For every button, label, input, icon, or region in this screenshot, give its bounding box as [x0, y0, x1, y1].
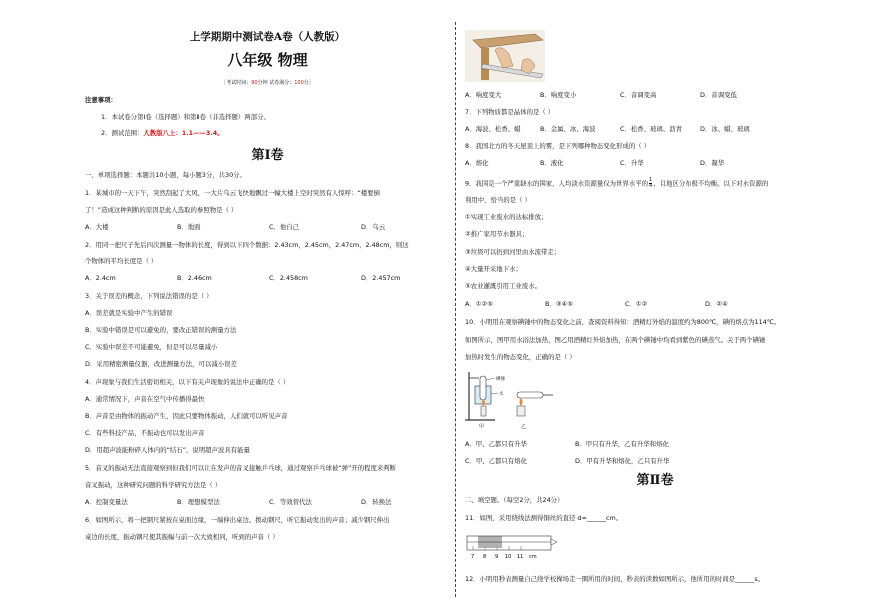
q2-option-b: B．2.46cm	[177, 274, 212, 282]
q9-option-a: A．①②⑤	[465, 300, 493, 308]
q9-option-c: C．①②	[625, 300, 648, 308]
q10-line3: 加热时发生的物态变化，正确的是（ ）	[465, 353, 576, 361]
q8-options	[465, 159, 845, 167]
q1-line1: 1．某城市的一天下午，突然刮起了大风，一大片乌云飞快地飘过一幢大楼上空时突然有人惊呼：“楼要倒	[85, 189, 380, 197]
q4-line1: 4．声现象与我们生活密切相关，以下有关声现象的说法中正确的是（ ）	[85, 378, 290, 386]
q9-options	[465, 300, 845, 308]
q8-option-b: B．液化	[540, 159, 564, 167]
q8-option-a: A．熔化	[465, 159, 489, 167]
column-divider	[455, 22, 456, 597]
q9-option-d: D．②④	[705, 300, 728, 308]
ruler-desk-figure	[465, 30, 545, 82]
q3-option-b: B．实验中错误是可以避免的，要改正错误的测量方法	[85, 326, 237, 334]
q7-line1: 7．下列物质都是晶体的是（ ）	[465, 108, 555, 116]
q5-line2: 音叉振动，这种研究问题的科学研究方法是（ ）	[85, 481, 222, 489]
q3-option-d: D．采用精密测量仪器，改进测量方法，可以减小误差	[85, 360, 237, 368]
fig-label-water: 水	[499, 392, 504, 397]
q8-option-c: C．升华	[620, 159, 644, 167]
q9-line1: 9．我国是一个严重缺水的国家，人均淡水资源量仅为世界水平的 $\frac{1}{4}$ ，且地区分布极不均衡。以下对水资源的	[465, 177, 769, 189]
notes-item-1: 1．本试卷分第Ⅰ卷（选择题）和第Ⅱ卷（非选择题）两部分。	[101, 113, 270, 121]
q1-options	[85, 223, 450, 231]
q9-item-1: ①实现工业废水的达标排放；	[465, 213, 548, 221]
part2-title: 第Ⅱ卷	[636, 473, 674, 488]
fig-label-tube: 碘锤	[496, 377, 505, 382]
test-range: 人教版八上：1.1——3.4。	[143, 129, 224, 137]
q6-option-b: B．响度变小	[540, 91, 577, 99]
q4-option-d: D．用超声波能粉碎人体内的“结石”，说明超声波具有能量	[85, 446, 250, 454]
q3-line1: 3．关于误差的概念，下列说法错误的是（ ）	[85, 292, 213, 300]
q6-option-c: C．音调变高	[620, 91, 657, 99]
q1-option-c: C．他自己	[269, 223, 300, 231]
q9-option-b: B．③④⑤	[545, 300, 573, 308]
part1-section: 一、单项选择题：本题共10小题，每小题3分，共30分。	[85, 171, 246, 179]
q10-option-c: C．甲、乙都只有熔化	[465, 457, 527, 465]
q3-option-c: C．实验中误差不可能避免，但是可以尽量减小	[85, 343, 218, 351]
q6-line1: 6．如图所示，将一把钢尺紧按在桌面边缘，一端伸出桌边。拨动钢尺，听它振动发出的声音；减少钢尺伸出	[85, 516, 390, 524]
q3-option-a: A．误差就是实验中产生的错误	[85, 309, 173, 317]
q2-line2: 个物体的平均长度是（ ）	[85, 257, 158, 265]
q2-option-c: C．2.458cm	[269, 274, 308, 282]
part1-title: 第Ⅰ卷	[251, 148, 284, 163]
q1-line2: 了！”造成这种判断的原因是此人选取的参照物是（ ）	[85, 206, 238, 214]
q7-options	[465, 125, 845, 133]
coil-ruler-figure	[465, 528, 560, 562]
q4-option-b: B．声音是由物体的振动产生，因此只要物体振动，人们就可以听见声音	[85, 412, 288, 420]
ruler-tick-7: 7	[471, 554, 475, 560]
q7-option-a: A．海波、松香、蜡	[465, 125, 521, 133]
fig-label-jia: 甲	[479, 424, 485, 430]
q10-option-a: A．甲、乙都只有升华	[465, 440, 527, 448]
q6-option-a: A．响度变大	[465, 91, 502, 99]
q9-item-5: ⑤农业灌溉引用工业废水。	[465, 282, 542, 290]
q9-item-2: ②推广家用节水器具；	[465, 230, 529, 238]
q1-option-a: A．大楼	[85, 223, 109, 231]
q10-option-b: B．甲只有升华，乙有升华和熔化	[575, 440, 669, 448]
q2-options	[85, 274, 450, 282]
exam-info: ［考试时间：90分钟 试卷满分：100分］	[221, 80, 314, 86]
q11-line: 11．如图，采用绕线法测得铜丝的直径 d=______cm。	[465, 514, 623, 522]
q1-option-b: B．地面	[177, 223, 201, 231]
q4-option-a: A．通常情况下，声音在空气中传播得最快	[85, 395, 205, 403]
q6-option-d: D．音调变低	[700, 91, 737, 99]
q2-line1: 2．用同一把尺子先后四次测量一物体的长度，得到以下四个数据：2.43cm，2.45cm，2.47cm，2.48cm，则这	[85, 241, 409, 249]
q5-option-c: C．等效替代法	[269, 498, 312, 506]
q1-option-d: D．乌云	[361, 223, 386, 231]
q2-option-d: D．2.457cm	[361, 274, 401, 282]
ruler-tick-11: 11	[517, 554, 524, 560]
q8-line1: 8．我国北方的冬天屋顶上的雾，是下列哪种物态变化形成的（ ）	[465, 142, 651, 150]
q2-option-a: A．2.4cm	[85, 274, 116, 282]
part2-section: 二、填空题。（每空2分，共24分）	[465, 496, 564, 504]
q9-fraction: $\frac{1}{4}$	[649, 177, 653, 189]
notes-heading: 注意事项：	[85, 96, 117, 104]
q9-item-4: ④大量开采地下水；	[465, 265, 522, 273]
q9-item-3: ③垃圾可以扔到河里由水流带走；	[465, 248, 561, 256]
q9-line2: 利用中，恰当的是（ ）	[465, 196, 531, 204]
iodine-heating-figure	[465, 368, 555, 430]
notes-item-2: 2．测试范围：人教版八上：1.1——3.4。	[101, 129, 224, 137]
q4-option-c: C．有些科技产品，不振动也可以发出声音	[85, 429, 205, 437]
q10-options-row1	[465, 440, 845, 448]
q5-option-d: D．转换法	[361, 498, 392, 506]
ruler-tick-9: 9	[495, 554, 499, 560]
q5-option-a: A．控制变量法	[85, 498, 128, 506]
q5-option-b: B．理想模型法	[177, 498, 220, 506]
q7-option-b: B．金属、冰、海波	[540, 125, 596, 133]
exam-time: 90	[251, 80, 258, 86]
ruler-tick-8: 8	[483, 554, 487, 560]
q6-line2: 桌边的长度，振动钢尺使其振幅与前一次大致相同，听到的声音（ ）	[85, 533, 279, 541]
q12-line: 12．小明用秒表测量自己绕学校操场走一圈所用的时间，秒表的读数如图所示，他所用的时间是______s。	[465, 575, 765, 583]
q8-option-d: D．凝华	[700, 159, 725, 167]
q5-line1: 5．音叉的振动无法直接观察到但我们可以让在发声的音叉接触乒乓球，通过观察乒乓球被“弹”开的程度来判断	[85, 464, 397, 472]
q10-line1: 10．小明用在观察碘锤中的物态变化之前，查阅资料得知：酒精灯外焰的温度约为800℃，碘的熔点为114℃。	[465, 318, 781, 326]
fig-label-yi: 乙	[521, 424, 527, 430]
q7-option-c: C．松香、玻璃、沥青	[620, 125, 682, 133]
ruler-tick-10: 10	[505, 554, 512, 560]
q5-options	[85, 498, 450, 506]
q6-options	[465, 91, 845, 99]
full-score: 100	[294, 80, 304, 86]
exam-subtitle: 八年级 物理	[227, 51, 308, 69]
q7-option-d: D．冰、蜡、玻璃	[700, 125, 750, 133]
exam-title: 上学期期中测试卷A卷（人教版）	[189, 31, 346, 43]
q10-options-row2	[465, 457, 845, 465]
ruler-unit: cm	[529, 554, 537, 560]
q10-line2: 如图所示，图甲用水浴法加热，图乙用酒精灯外焰加热，在两个碘锤中均看到紫色的碘蒸气。关于两个碘锤	[465, 336, 766, 344]
q10-option-d: D．甲有升华和熔化，乙只有升华	[575, 457, 670, 465]
